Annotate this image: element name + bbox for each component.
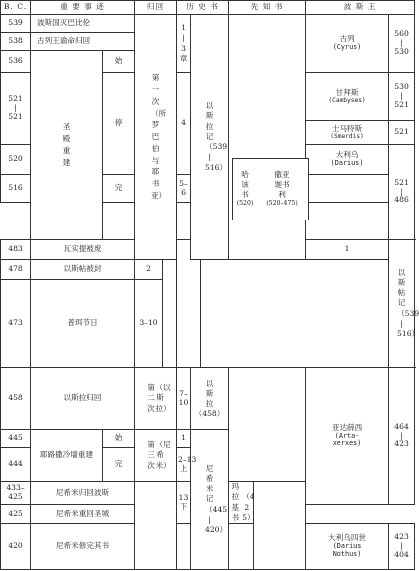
return-third: 第三次（尼希米） — [135, 430, 177, 482]
header-prophets: 先 知 书 — [229, 1, 306, 15]
king-cambyses-years: 530 | 521 — [389, 73, 415, 121]
chapter-ne-13: 13 下 — [177, 482, 191, 524]
chapter-4: 4 — [177, 73, 191, 175]
temple-done: 完 — [103, 175, 135, 203]
return-first-cont — [177, 240, 201, 368]
year-473: 473 — [1, 280, 31, 368]
chapter-empty — [177, 524, 191, 570]
chapter-1-3: 1 | 3 章 — [177, 15, 191, 73]
return-second: 第二次（以斯拉） — [135, 368, 177, 430]
year-444: 444 — [1, 448, 31, 482]
chapter-es-1: 1 — [306, 240, 389, 260]
chapter-ez-7-10: 7–10 — [177, 368, 191, 430]
event-478: 以斯帖被封 — [31, 260, 135, 280]
header-row — [1, 1, 415, 15]
chapter-ne-1: 1 — [177, 430, 191, 448]
year-521: 521 | 521 — [1, 73, 31, 145]
header-return: 归回 — [135, 1, 177, 15]
event-473: 普珥节日 — [31, 280, 135, 368]
chapter-es-3-10: 3–10 — [135, 280, 163, 368]
event-433: 尼希米归回波斯 — [31, 482, 135, 505]
chapter-es-2: 2 — [135, 260, 163, 280]
year-425: 425 — [1, 505, 31, 524]
prophet-zechariah: 撒亚 迦书 利 (520–475) — [256, 158, 309, 220]
wall-start: 始 — [103, 430, 135, 448]
wall-done: 完 — [103, 448, 135, 482]
event-420: 尼希米修完其书 — [31, 524, 135, 570]
year-483: 483 — [1, 240, 31, 260]
year-433: 433– 425 — [1, 482, 31, 505]
king-darius-cont — [306, 175, 389, 203]
event-458: 以斯拉归回 — [31, 368, 135, 430]
chapter-ne-2-13: 2–13 上 — [177, 448, 191, 482]
king-darius: 大利乌 (Darius) — [306, 145, 389, 175]
prophet-haggai: 哈 该 书 (520) — [232, 158, 258, 220]
king-artaxerxes-years: 464 | 423 — [389, 368, 415, 505]
header-events: 重 要 事 迹 — [31, 1, 135, 15]
temple-start: 始 — [103, 51, 135, 73]
prophets-empty-4 — [254, 482, 306, 570]
prophet-divider — [232, 158, 309, 159]
header-bc: B. C. — [1, 1, 31, 15]
year-420: 420 — [1, 524, 31, 570]
event-539: 波斯国灭巴比伦 — [31, 15, 135, 33]
year-445: 445 — [1, 430, 31, 448]
king-darius-ii: 大利乌四世 (Darius Nothus) — [306, 524, 389, 570]
king-artaxerxes: 亚达薛西 (Arta- xerxes) — [306, 368, 389, 505]
king-smerdis: 士马特斯 (Smerdis) — [306, 121, 389, 145]
return-empty — [135, 482, 177, 570]
prophet-malachi: 玛 拉 基 书 （425） — [229, 482, 254, 524]
temple-stop: 停 — [103, 73, 135, 175]
book-esther: 以 斯 帖 记 （539 | 516） — [389, 240, 415, 368]
king-cambyses: 甘拜斯 (Cambyses) — [306, 73, 389, 121]
year-458: 458 — [1, 368, 31, 430]
chapter-5-6: 5–6 — [177, 175, 191, 203]
year-538: 538 — [1, 33, 31, 51]
header-history: 历 史 书 — [177, 1, 229, 15]
prophets-empty-1 — [229, 15, 306, 260]
header-kings: 波 斯 王 — [306, 1, 415, 15]
king-smerdis-years: 521 — [389, 121, 415, 145]
event-538: 古列王谕命归回 — [31, 33, 135, 51]
year-536: 536 — [1, 51, 31, 73]
king-darius-ii-years: 423 | 404 — [389, 524, 415, 570]
year-520: 520 — [1, 145, 31, 175]
prophet-empty-5 — [229, 524, 254, 570]
king-cyrus-years: 560 | 530 — [389, 15, 415, 73]
event-wall: 耶路撒冷墙重建 — [31, 430, 103, 482]
year-516: 516 — [1, 175, 31, 203]
king-cyrus: 古列 (Cyrus) — [306, 15, 389, 73]
event-temple-rebuilt: 圣 殿 重 建 — [31, 51, 103, 240]
return-first: 第一次（所罗巴伯与耶书亚） — [135, 15, 177, 260]
king-darius-years: 521 | 486 — [389, 145, 415, 240]
book-ezra: 以 斯 拉 记 （539 | 516） — [191, 15, 229, 260]
event-425: 尼希米重回圣城 — [31, 505, 135, 524]
book-ezra-2: 以 斯 拉 （458） — [191, 368, 229, 430]
year-478: 478 — [1, 260, 31, 280]
book-nehemiah: 尼 希 米 记 （445 | 420） — [191, 430, 229, 570]
prophets-empty-3 — [229, 368, 306, 482]
event-483: 瓦实提被废 — [31, 240, 135, 260]
year-539: 539 — [1, 15, 31, 33]
